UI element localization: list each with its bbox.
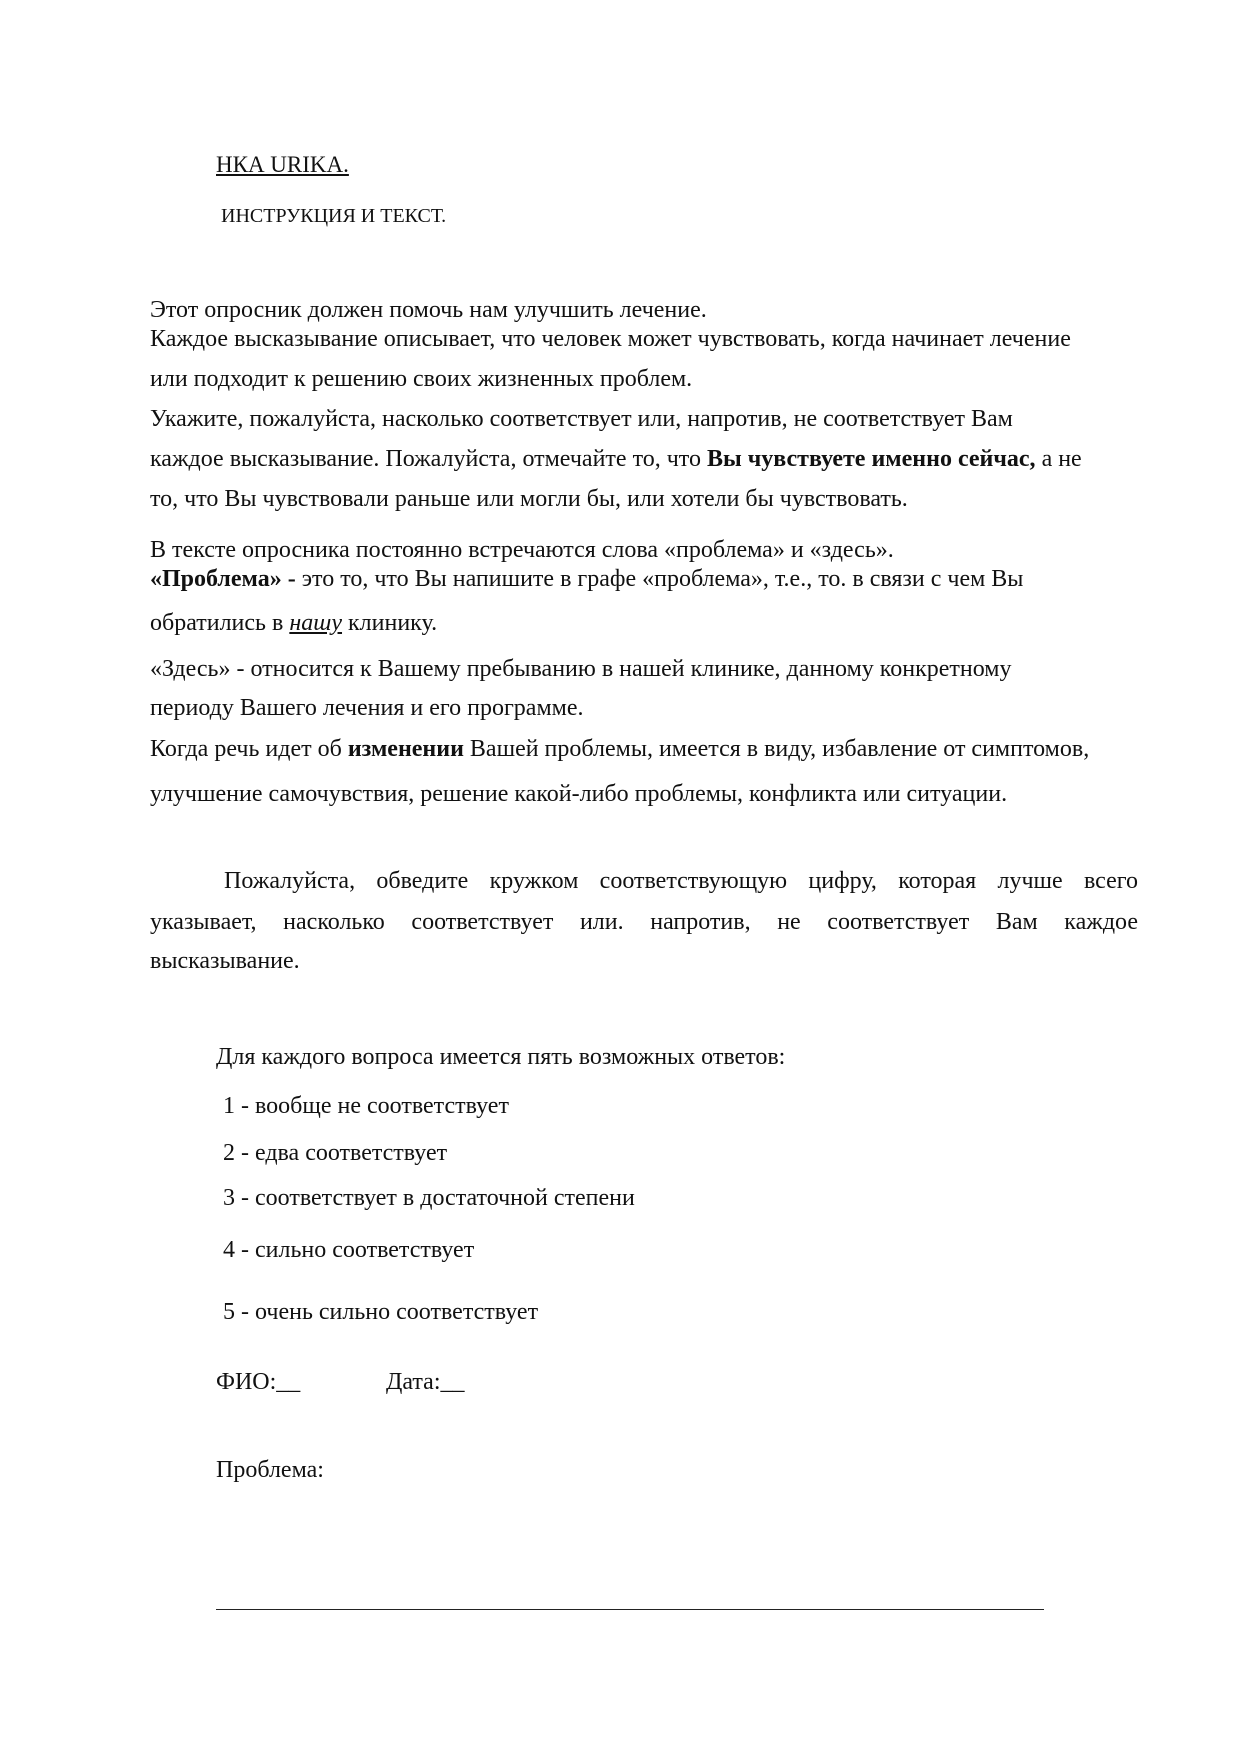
intro-line-4: Укажите, пожалуйста, насколько соответствует или, напротив, не соответствует Вам xyxy=(150,406,1013,432)
intro-line-6: то, что Вы чувствовали раньше или могли бы, или хотели бы чувствовать. xyxy=(150,486,908,512)
definition-change-start: Когда речь идет об xyxy=(150,736,348,762)
intro-line-1: Этот опросник должен помочь нам улучшить лечение. xyxy=(150,297,707,323)
intro-line-5-start: каждое высказывание. Пожалуйста, отмечайте то, что xyxy=(150,446,707,472)
instruction-line-3: высказывание. xyxy=(150,948,300,974)
name-field-label: ФИО:__ xyxy=(216,1369,301,1395)
definition-change-2: улучшение самочувствия, решение какой-либо проблемы, конфликта или ситуации. xyxy=(150,781,1008,807)
definition-problem xyxy=(150,565,1023,593)
definitions-line-3-start: обратились в xyxy=(150,610,290,636)
definitions-line-3-end: клинику. xyxy=(342,610,438,636)
answers-heading: Для каждого вопроса имеется пять возможных ответов: xyxy=(216,1044,786,1070)
intro-line-5 xyxy=(150,445,1082,473)
instruction-line-1: Пожалуйста, обведите кружком соответствующую цифру, которая лучше всего xyxy=(224,868,1138,894)
intro-line-3: или подходит к решению своих жизненных проблем. xyxy=(150,366,693,392)
term-change: изменении xyxy=(347,736,464,762)
answer-option-1: 1 - вообще не соответствует xyxy=(223,1093,509,1119)
answer-option-5: 5 - очень сильно соответствует xyxy=(223,1299,539,1325)
definition-change-1 xyxy=(150,735,1089,763)
emphasis-now: Вы чувствуете именно сейчас, xyxy=(706,446,1036,472)
instruction-line-2: указывает, насколько соответствует или. напротив, не соответствует Вам каждое xyxy=(150,909,1138,935)
definitions-line-1: В тексте опросника постоянно встречаются слова «проблема» и «здесь». xyxy=(150,537,894,563)
definition-problem-text: это то, что Вы напишите в графе «проблема», т.е., то. в связи с чем Вы xyxy=(295,566,1024,592)
answer-option-2: 2 - едва соответствует xyxy=(223,1140,448,1166)
term-problem: «Проблема» - xyxy=(150,566,296,592)
answer-option-3: 3 - соответствует в достаточной степени xyxy=(223,1185,635,1211)
definition-change-end: Вашей проблемы, имеется в виду, избавление от симптомов, xyxy=(463,736,1090,762)
intro-line-2: Каждое высказывание описывает, что человек может чувствовать, когда начинает лечение xyxy=(150,326,1071,352)
date-field-label: Дата:__ xyxy=(386,1369,465,1395)
definition-here-2: периоду Вашего лечения и его программе. xyxy=(150,695,584,721)
definition-here-1: «Здесь» - относится к Вашему пребыванию в нашей клинике, данному конкретному xyxy=(150,656,1012,682)
document-subtitle: ИНСТРУКЦИЯ И ТЕКСТ. xyxy=(221,205,447,227)
definitions-line-3 xyxy=(150,609,437,637)
intro-line-5-end: а не xyxy=(1035,446,1082,472)
problem-field-label: Проблема: xyxy=(216,1457,324,1483)
answer-option-4: 4 - сильно соответствует xyxy=(223,1237,475,1263)
document-title: НКА URIKA. xyxy=(216,152,349,177)
emphasis-our: нашу xyxy=(289,610,343,636)
problem-answer-line xyxy=(216,1609,1044,1610)
